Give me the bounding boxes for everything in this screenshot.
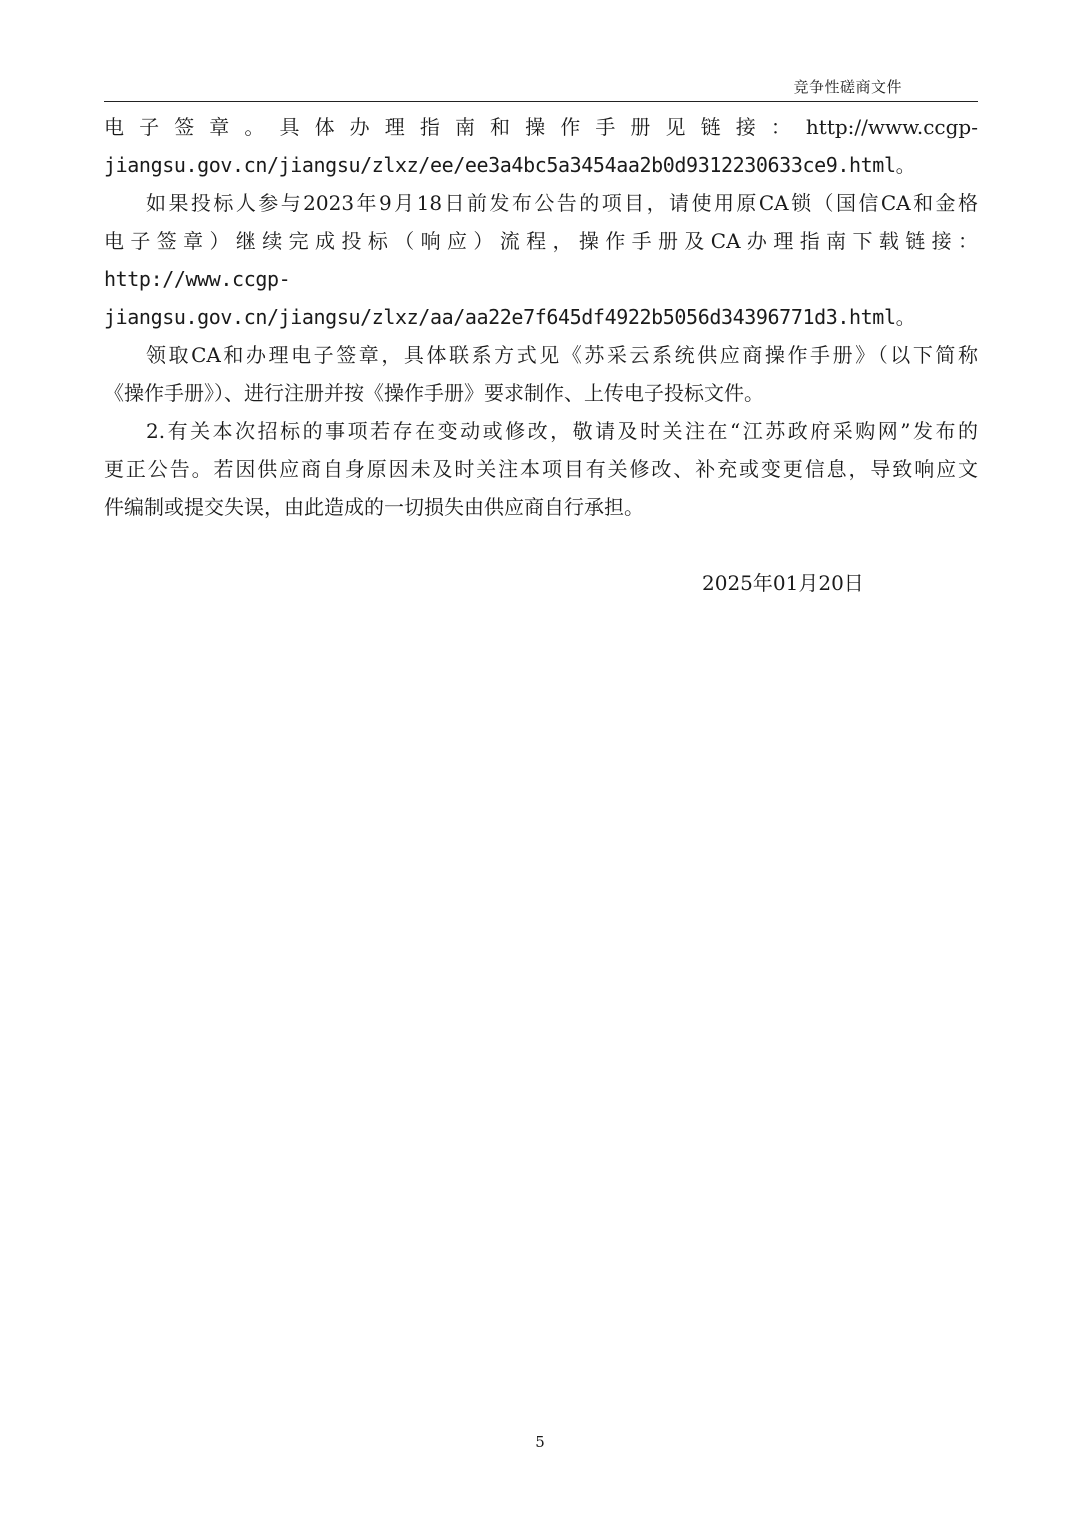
paragraph-1-line-2: jiangsu.gov.cn/jiangsu/zlxz/ee/ee3a4bc5a3454aa2b0d9312230633ce9.html。 — [104, 153, 916, 177]
paragraph-4-line-1: 2.有关本次招标的事项若存在变动或修改，敬请及时关注在“江苏政府采购网”发布的 — [146, 419, 978, 443]
paragraph-2-line-3: http://www.ccgp- — [104, 267, 291, 291]
paragraph-3-line-2: 《操作手册》）、进行注册并按《操作手册》要求制作、上传电子投标文件。 — [104, 381, 764, 405]
paragraph-2-line-4: jiangsu.gov.cn/jiangsu/zlxz/aa/aa22e7f645df4922b5056d34396771d3.html。 — [104, 305, 916, 329]
paragraph-3-line-1: 领取CA和办理电子签章，具体联系方式见《苏采云系统供应商操作手册》（以下简称 — [146, 343, 978, 367]
page-header — [104, 76, 978, 102]
paragraph-2-line-1: 如果投标人参与2023年9月18日前发布公告的项目，请使用原CA锁（国信CA和金格 — [146, 191, 978, 215]
paragraph-1-line-1: 电 子 签 章 。 具 体 办 理 指 南 和 操 作 手 册 见 链 接 ： http://www.ccgp- — [104, 115, 978, 139]
paragraph-4-line-2: 更正公告。若因供应商自身原因未及时关注本项目有关修改、补充或变更信息，导致响应文 — [104, 457, 978, 481]
document-date: 2025年01月20日 — [702, 571, 864, 595]
paragraph-4-line-3: 件编制或提交失误，由此造成的一切损失由供应商自行承担。 — [104, 495, 644, 519]
header-title: 竞争性磋商文件 — [793, 78, 902, 96]
page-number: 5 — [535, 1433, 545, 1451]
paragraph-2-line-2: 电子签章）继续完成投标（响应）流程，操作手册及CA办理指南下载链接： — [104, 229, 978, 253]
